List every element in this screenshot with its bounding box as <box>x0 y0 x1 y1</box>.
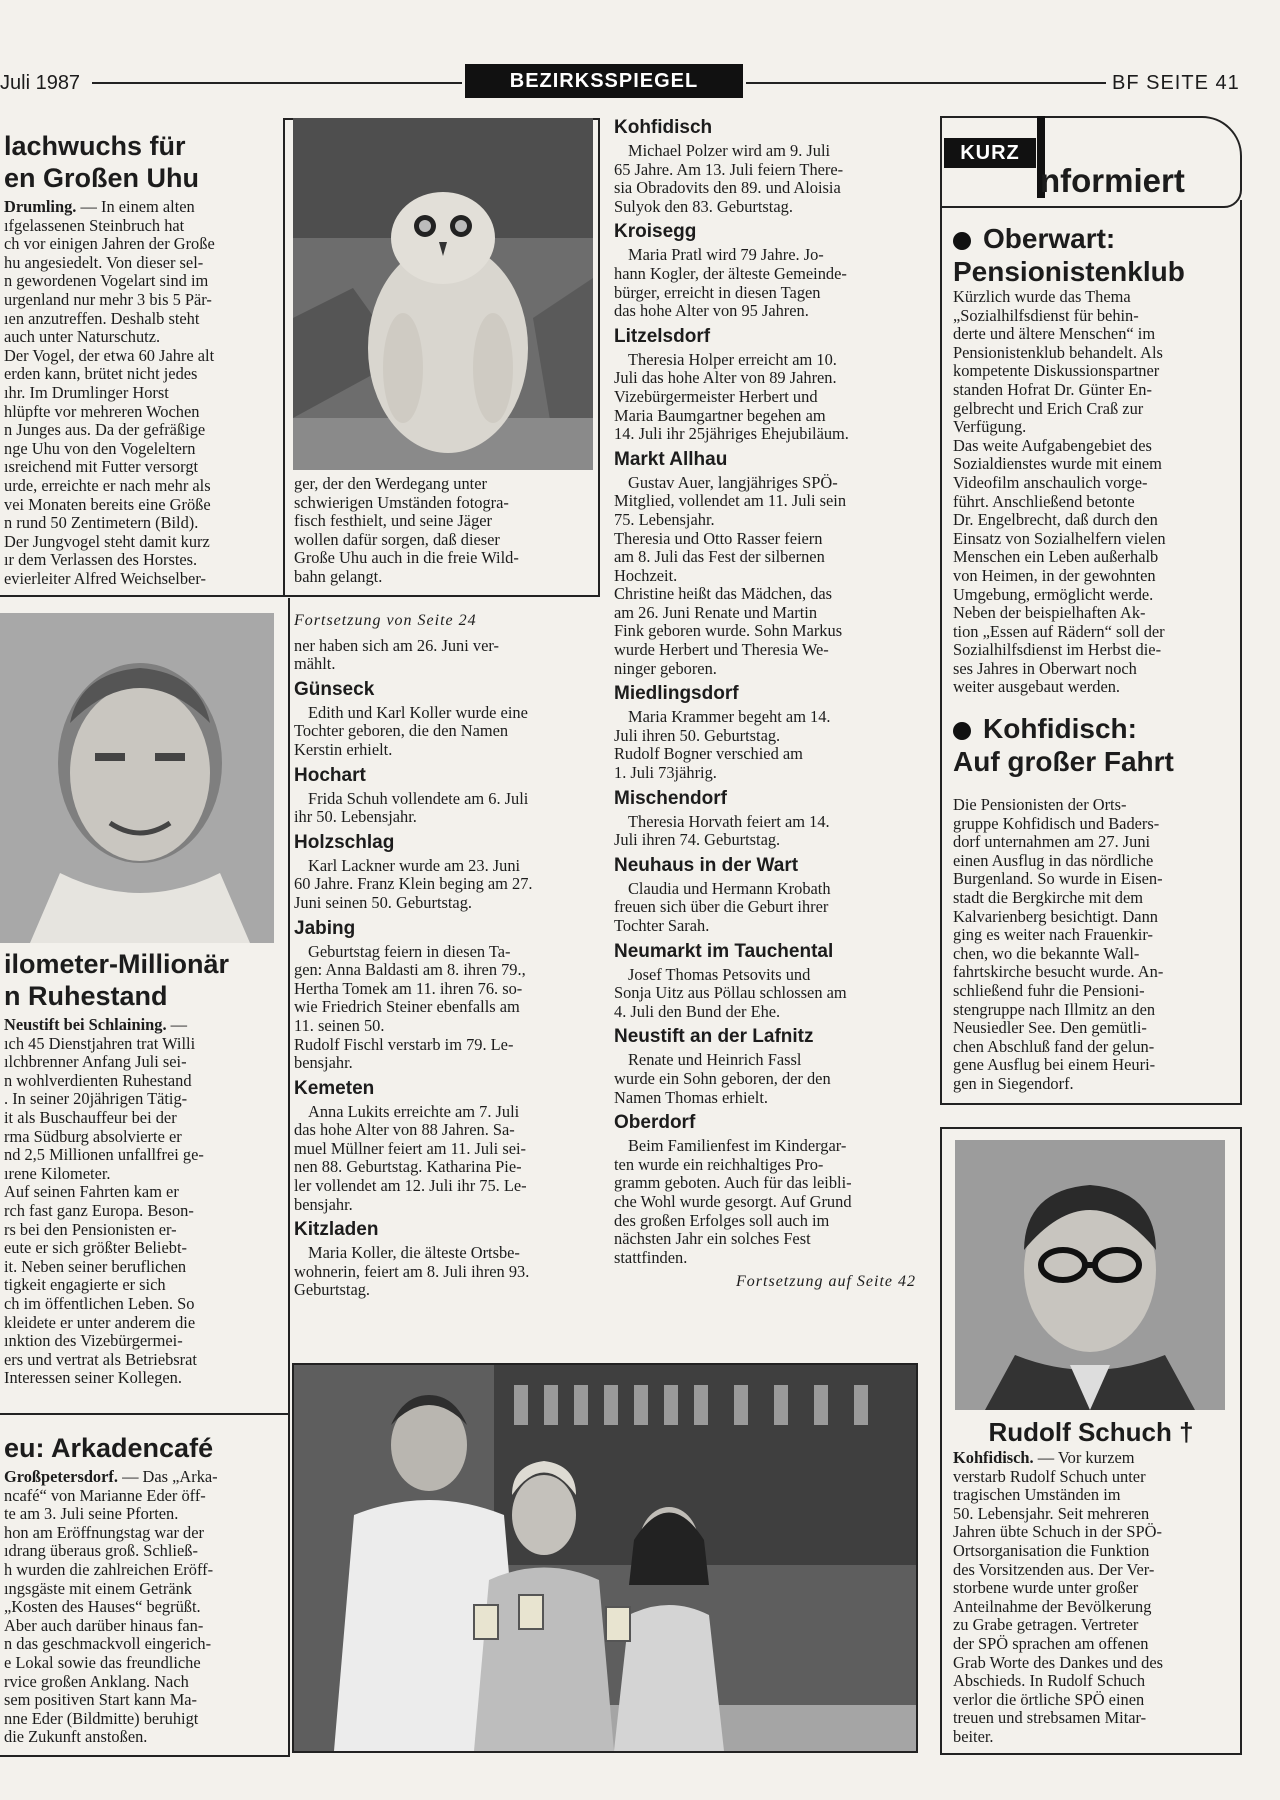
text-line: hon am Eröffnungstag war der <box>4 1522 204 1542</box>
schuch-headline: Rudolf Schuch † <box>988 1417 1194 1447</box>
text-line: ıdrang überaus groß. Schließ- <box>4 1541 198 1561</box>
text-line: Große Uhu auch in die freie Wild- <box>294 548 519 568</box>
uhu-headline-1: lachwuchs für <box>4 131 186 161</box>
chronik-top-column <box>614 112 916 1292</box>
issue-date: Juli 1987 <box>0 72 81 94</box>
text-line: 50. Lebensjahr. Seit mehreren <box>953 1503 1150 1523</box>
text-line: 65 Jahre. Am 13. Juli feiern There- <box>614 159 844 179</box>
text-line: wurde Herbert und Theresia We- <box>614 640 829 660</box>
place-heading: Günseck <box>294 678 375 700</box>
arkaden-headline: eu: Arkadencafé <box>4 1433 214 1463</box>
text-line: Einsatz von Sozialhelfern vielen <box>953 528 1166 548</box>
text-line: hlüpfte vor mehreren Wochen <box>4 401 200 421</box>
text-line: storbene wurde unter großer <box>953 1578 1139 1598</box>
text-line: der SPÖ sprachen am offenen <box>953 1633 1149 1653</box>
article-arkadencafe <box>4 1432 274 1747</box>
text-line: freuen sich über die Geburt ihrer <box>614 897 829 917</box>
rule-under-uhu <box>0 595 600 597</box>
text-line <box>4 1016 274 1035</box>
text-line: Juli das hohe Alter von 89 Jahren. <box>614 368 837 388</box>
text-line: hu angesiedelt. Von dieser sel- <box>4 252 204 272</box>
text-line: bensjahr. <box>294 1194 353 1214</box>
text-line: Vizebürgermeister Herbert und <box>614 386 818 406</box>
text-line: „Sozialhilfsdienst für behin- <box>953 305 1139 325</box>
fahrt-headline-2: Auf großer Fahrt <box>953 746 1174 777</box>
bullet-icon <box>953 722 971 740</box>
dateline: Großpetersdorf. <box>4 1467 118 1486</box>
section-title: BEZIRKSSPIEGEL <box>465 64 743 98</box>
text-line: Geburtstag feiern in diesen Ta- <box>308 941 511 961</box>
article-fahrt <box>953 712 1231 1094</box>
text-line: Tochter Sarah. <box>614 916 710 935</box>
text-line: 60 Jahre. Franz Klein beging am 27. <box>294 874 533 894</box>
text-line: auch unter Naturschutz. <box>4 327 161 347</box>
oberwart-headline-1: Oberwart: <box>953 222 1231 255</box>
place-heading: Jabing <box>294 917 356 939</box>
article-oberwart <box>953 222 1231 697</box>
header-rule-right <box>746 82 1106 84</box>
text-line: nge Uhu von den Vogeleltern <box>4 438 196 458</box>
text-line: Sozialhilfsdienst im Herbst die- <box>953 640 1162 660</box>
text-line: nd 2,5 Millionen unfallfrei ge- <box>4 1145 204 1165</box>
text-line: gramm geboten. Auch für das leibli- <box>614 1173 852 1193</box>
text-line <box>4 1468 274 1487</box>
text-line: Beim Familienfest im Kindergar- <box>628 1136 847 1156</box>
text-line: Juni seinen 50. Geburtstag. <box>294 892 472 912</box>
text-line: sia Obradovits den 89. und Aloisia <box>614 178 841 198</box>
text-line: . In seiner 20jährigen Tätig- <box>4 1089 188 1109</box>
text-line: wollen dafür sorgen, daß dieser <box>294 529 500 549</box>
text-line: Edith und Karl Koller wurde eine <box>308 702 528 722</box>
text-line: fisch festhielt, und seine Jäger <box>294 511 492 531</box>
text-line: zu Grabe getragen. Vertreter <box>953 1615 1139 1635</box>
text-line: weiter ausgebaut werden. <box>953 677 1121 697</box>
text-line: derte und ältere Menschen“ im <box>953 324 1156 344</box>
text-line: n Junges aus. Da der gefräßige <box>4 420 206 440</box>
text-line: Rudolf Fischl verstarb im 79. Le- <box>294 1034 514 1054</box>
kurz-tag: KURZ <box>944 138 1036 168</box>
schuch-illustration <box>955 1140 1225 1410</box>
text-line: Maria Koller, die älteste Ortsbe- <box>308 1243 520 1263</box>
millionaer-headline-2: n Ruhestand <box>4 981 168 1011</box>
uhu-frame-left <box>283 118 285 596</box>
text-line: urde, erreichte er nach mehr als <box>4 475 211 495</box>
fahrt-body <box>953 796 1231 1094</box>
text-line: Neben der beispielhaften Ak- <box>953 603 1146 623</box>
text-line: Rudolf Bogner verschied am <box>614 744 803 764</box>
text-line: ırene Kilometer. <box>4 1163 111 1183</box>
text-line: des großen Erfolges soll auch im <box>614 1210 830 1230</box>
text-line: standen Hofrat Dr. Günter En- <box>953 379 1152 399</box>
text-line: Jahren übte Schuch in der SPÖ- <box>953 1522 1162 1542</box>
text-line: n rund 50 Zentimetern (Bild). <box>4 513 199 533</box>
text-line: ır dem Verlassen des Horstes. <box>4 550 198 570</box>
text-line: ses Jahres in Oberwart noch <box>953 658 1137 678</box>
text-line: ıch 45 Dienstjahren trat Willi <box>4 1033 196 1053</box>
text-line: „Kosten des Hauses“ begrüßt. <box>4 1597 201 1617</box>
text-line: Videofilm anschaulich vorge- <box>953 472 1148 492</box>
owl-illustration <box>293 118 593 470</box>
text-line: n gewordenen Vogelart sind im <box>4 271 209 291</box>
text-line: Der Vogel, der etwa 60 Jahre alt <box>4 345 215 365</box>
text-line: Josef Thomas Petsovits und <box>628 964 811 984</box>
text-line: treuen und strebsamen Mitar- <box>953 1708 1147 1728</box>
text-line: Kerstin erhielt. <box>294 739 393 759</box>
text-line: chen, wo die bekannte Wall- <box>953 943 1140 963</box>
text-line: Pensionistenklub behandelt. Als <box>953 342 1163 362</box>
place-heading: Kemeten <box>294 1077 375 1099</box>
text-line: ıngsgäste mit einem Getränk <box>4 1578 192 1598</box>
text-line: ch vor einigen Jahren der Große <box>4 234 215 254</box>
text-line: gen: Anna Baldasti am 8. ihren 79., <box>294 960 526 980</box>
text-line: eute er sich größter Beliebt- <box>4 1238 187 1258</box>
portrait-illustration <box>0 613 274 943</box>
text-line: 14. Juli ihr 25jähriges Ehejubiläum. <box>614 424 849 444</box>
place-heading: Kohfidisch <box>614 117 713 138</box>
text-line: ıfgelassenen Steinbruch hat <box>4 215 185 235</box>
text-line: Juli ihren 74. Geburtstag. <box>614 830 781 850</box>
page-number: BF SEITE 41 <box>1112 72 1240 94</box>
text-line: Grab Worte des Dankes und des <box>953 1652 1164 1672</box>
text-line: des Vorsitzenden aus. Der Ver- <box>953 1559 1155 1579</box>
text-line: Christine heißt das Mädchen, das <box>614 584 833 604</box>
text-line: Karl Lackner wurde am 23. Juni <box>308 855 521 875</box>
text-line: bensjahr. <box>294 1053 353 1073</box>
text-line: Kalvarienberg besichtigt. Dann <box>953 906 1158 926</box>
text-line: ıen anzutreffen. Deshalb steht <box>4 308 200 328</box>
text-line: Burgenland. So wurde in Eisen- <box>953 869 1163 889</box>
text-line: bahn gelangt. <box>294 566 383 586</box>
text-line: Michael Polzer wird am 9. Juli <box>628 141 831 160</box>
text-line: hann Kogler, der älteste Gemeinde- <box>614 263 847 283</box>
text-line: stadt die Bergkirche mit dem <box>953 887 1143 907</box>
text-line: ısreichend mit Futter versorgt <box>4 457 199 477</box>
text-line: ınktion des Vizebürgermei- <box>4 1331 183 1351</box>
text-line-rest: — Vor kurzem <box>1033 1448 1135 1467</box>
place-heading: Markt Allhau <box>614 448 728 470</box>
text-line: am 8. Juli das Fest der silbernen <box>614 547 825 567</box>
text-line: kompetente Diskussionspartner <box>953 361 1160 381</box>
text-line: erden kann, brütet nicht jedes <box>4 364 198 384</box>
driver-photo <box>0 613 274 943</box>
text-line: gelbrecht und Erich Craß zur <box>953 398 1144 418</box>
text-line: 11. seinen 50. <box>294 1015 385 1035</box>
place-heading: Neumarkt im Tauchental <box>614 940 834 962</box>
chronik-left-column <box>294 612 596 1300</box>
text-line: che Wohl wurde gesorgt. Auf Grund <box>614 1191 852 1211</box>
rule-under-millionaer <box>0 1413 290 1415</box>
place-heading: Neuhaus in der Wart <box>614 854 799 876</box>
text-line: Menschen ein Leben außerhalb <box>953 547 1159 567</box>
schuch-photo <box>955 1140 1225 1410</box>
text-line: mählt. <box>294 654 336 674</box>
dateline: Drumling. <box>4 197 77 216</box>
text-line: verlor die örtliche SPÖ einen <box>953 1689 1145 1709</box>
fahrt-headline-1: Kohfidisch: <box>953 712 1231 745</box>
text-line <box>4 198 276 217</box>
text-line: Hertha Tomek am 11. ihren 76. so- <box>294 978 523 998</box>
text-line: nächsten Jahr ein solches Fest <box>614 1229 811 1249</box>
bullet-icon <box>953 232 971 250</box>
place-heading: Kroisegg <box>614 221 697 243</box>
text-line: Sonja Uitz aus Pöllau schlossen am <box>614 983 847 1003</box>
header-rule-left <box>92 82 462 84</box>
text-line: Anna Lukits erreichte am 7. Juli <box>308 1101 520 1121</box>
oberwart-body <box>953 288 1231 697</box>
text-line: 1. Juli 73jährig. <box>614 763 717 783</box>
text-line: gene Ausflug bei einem Heuri- <box>953 1055 1156 1075</box>
text-line: Fink geboren wurde. Sohn Markus <box>614 621 843 641</box>
text-line: nne Eder (Bildmitte) beruhigt <box>4 1708 199 1728</box>
text-line: kleidete er unter anderem die <box>4 1312 196 1332</box>
text-line: stattfinden. <box>614 1247 688 1267</box>
text-line: die Zukunft anstoßen. <box>4 1727 148 1747</box>
rule-arkaden-right <box>288 1415 290 1755</box>
article-millionaer <box>4 948 274 1388</box>
text-line: n das geschmackvoll eingerich- <box>4 1634 212 1654</box>
text-line: Hochzeit. <box>614 565 678 585</box>
text-line: it. Neben seiner beruflichen <box>4 1256 187 1276</box>
text-line: fahrtskirche besucht wurde. An- <box>953 962 1164 982</box>
dateline: Neustift bei Schlaining. <box>4 1015 167 1034</box>
text-line: Gustav Auer, langjähriges SPÖ- <box>628 472 838 492</box>
schuch-body <box>953 1449 1229 1747</box>
text-line: rvice großen Anklang. Nach <box>4 1671 189 1691</box>
text-line: Umgebung, ermöglicht werde. <box>953 584 1154 604</box>
text-line: ers und vertrat als Betriebsrat <box>4 1349 197 1369</box>
text-line: 75. Lebensjahr. <box>614 509 715 529</box>
text-line: rs bei den Pensionisten er- <box>4 1219 177 1239</box>
text-line: Neusiedler See. Den gemütli- <box>953 1018 1147 1038</box>
text-line-rest: — Das „Arka- <box>117 1467 218 1486</box>
text-line: einen Ausflug in das nördliche <box>953 850 1154 870</box>
text-line: muel Müllner feiert am 11. Juli sei- <box>294 1138 526 1158</box>
text-line: tigkeit engagierte er sich <box>4 1275 166 1295</box>
dateline: Kohfidisch. <box>953 1448 1034 1467</box>
place-heading: Hochart <box>294 764 366 786</box>
text-line: wurde ein Sohn geboren, der den <box>614 1068 831 1088</box>
oberwart-headline-2: Pensionistenklub <box>953 256 1185 287</box>
text-line: ncafé“ von Marianne Eder öff- <box>4 1485 206 1505</box>
text-line: Frida Schuh vollendete am 6. Juli <box>308 788 529 808</box>
text-line: am 26. Juni Renate und Martin <box>614 602 818 622</box>
text-line: wie Friedrich Steiner ebenfalls am <box>294 997 520 1017</box>
millionaer-body <box>4 1016 274 1388</box>
uhu-body <box>4 198 276 588</box>
text-line: Maria Pratl wird 79 Jahre. Jo- <box>628 245 824 265</box>
text-line: ninger geboren. <box>614 658 717 678</box>
text-line: Theresia und Otto Rasser feiern <box>614 528 823 548</box>
text-line: wohnerin, feiert am 8. Juli ihren 93. <box>294 1261 530 1281</box>
text-line: Der Jungvogel steht damit kurz <box>4 531 210 551</box>
text-line: schwierigen Umständen fotogra- <box>294 492 509 512</box>
text-line: ch im öffentlichen Leben. So <box>4 1293 195 1313</box>
text-line: führt. Anschließend betonte <box>953 491 1135 511</box>
text-line: ging es weiter nach Frauenkir- <box>953 925 1153 945</box>
arkaden-body <box>4 1468 274 1747</box>
text-line: Auf seinen Fahrten kam er <box>4 1182 179 1202</box>
text-line: n wohlverdienten Ruhestand <box>4 1070 192 1090</box>
fortsetzung-von: Fortsetzung von Seite 24 <box>294 612 477 629</box>
place-heading: Mischendorf <box>614 787 727 809</box>
text-line: Verfügung. <box>953 417 1027 437</box>
text-line-rest: — In einem alten <box>76 197 195 216</box>
place-heading: Kitzladen <box>294 1219 379 1241</box>
text-line: chen Abschluß fand der gelun- <box>953 1036 1155 1056</box>
place-heading: Miedlingsdorf <box>614 683 739 705</box>
text-line: Theresia Horvath feiert am 14. <box>628 811 830 831</box>
text-line: Aber auch darüber hinaus fan- <box>4 1615 204 1635</box>
cafe-photo-frame <box>292 1363 918 1753</box>
place-heading: Neustift an der Lafnitz <box>614 1026 814 1048</box>
owl-photo <box>293 118 593 470</box>
rule-millionaer-right <box>288 598 290 1415</box>
text-line: Juli ihren 50. Geburtstag. <box>614 725 781 745</box>
text-line: ihr 50. Lebensjahr. <box>294 807 417 827</box>
text-line: ten wurde ein reichhaltiges Pro- <box>614 1154 824 1174</box>
text-line: das hohe Alter von 88 Jahren. Sa- <box>294 1120 515 1140</box>
text-line: rch fast ganz Europa. Beson- <box>4 1200 194 1220</box>
text-line: tragischen Umständen im <box>953 1485 1121 1505</box>
rule-under-arkaden <box>0 1755 290 1757</box>
text-line: Sulyok den 83. Geburtstag. <box>614 196 793 216</box>
text-line: urgenland nur mehr 3 bis 5 Pär- <box>4 289 212 309</box>
text-line: ner haben sich am 26. Juni ver- <box>294 635 499 655</box>
text-line: tion „Essen auf Rädern“ soll der <box>953 621 1165 641</box>
text-line: gruppe Kohfidisch und Baders- <box>953 813 1160 833</box>
text-line: sem positiven Start kann Ma- <box>4 1690 198 1710</box>
text-line: vei Monaten bereits eine Größe <box>4 494 211 514</box>
kurz-word: nformiert <box>1040 162 1185 199</box>
text-line: Interessen seiner Kollegen. <box>4 1368 182 1388</box>
text-line: beiter. <box>953 1726 994 1746</box>
uhu-headline-2: en Großen Uhu <box>4 163 199 193</box>
text-line: Sozialdienstes wurde mit einem <box>953 454 1162 474</box>
text-line: von Heimen, in der gewohnten <box>953 565 1156 585</box>
uhu-frame-right <box>598 118 600 596</box>
place-heading: Oberdorf <box>614 1112 696 1134</box>
text-line: Die Pensionisten der Orts- <box>953 795 1127 814</box>
text-line: Kürzlich wurde das Thema <box>953 287 1131 306</box>
text-line: Das weite Aufgabengebiet des <box>953 435 1152 455</box>
text-line: Ortsorganisation die Funktion <box>953 1540 1150 1560</box>
text-line: it als Buschauffeur bei der <box>4 1107 177 1127</box>
text-line: ılchbrenner Anfang Juli sei- <box>4 1052 187 1072</box>
text-line: rma Südburg absolvierte er <box>4 1126 182 1146</box>
cafe-illustration <box>294 1365 916 1751</box>
text-line <box>953 1449 1229 1468</box>
text-line: Claudia und Hermann Krobath <box>628 878 831 898</box>
place-heading: Litzelsdorf <box>614 325 711 347</box>
article-uhu <box>4 130 276 588</box>
text-line: Anteilnahme der Bevölkerung <box>953 1596 1152 1616</box>
text-line: Mitglied, vollendet am 11. Juli sein <box>614 491 847 511</box>
text-line: ger, der den Werdegang unter <box>294 474 487 493</box>
text-line: das hohe Alter von 95 Jahren. <box>614 301 809 321</box>
text-line: 4. Juli den Bund der Ehe. <box>614 1001 781 1021</box>
text-line: Maria Baumgartner begehen am <box>614 405 826 425</box>
owl-caption <box>294 475 590 587</box>
text-line: bürger, erreicht in diesen Tagen <box>614 282 821 302</box>
text-line: te am 3. Juli seine Pforten. <box>4 1504 179 1524</box>
text-line: Tochter geboren, die den Namen <box>294 721 509 741</box>
text-line: e Lokal sowie das freundliche <box>4 1652 201 1672</box>
text-line: stengruppe nach Illmitz an den <box>953 999 1156 1019</box>
text-line: Dr. Engelbrecht, daß durch den <box>953 510 1158 530</box>
text-line: Geburtstag. <box>294 1280 371 1300</box>
text-line: Renate und Heinrich Fassl <box>628 1050 802 1070</box>
text-line: h wurden die zahlreichen Eröff- <box>4 1559 214 1579</box>
place-heading: Holzschlag <box>294 831 395 853</box>
text-line-rest: — <box>166 1015 188 1034</box>
text-line: verstarb Rudolf Schuch unter <box>953 1466 1146 1486</box>
text-line: Namen Thomas erhielt. <box>614 1087 768 1107</box>
text-line: Theresia Holper erreicht am 10. <box>628 349 837 369</box>
article-schuch <box>953 1416 1229 1747</box>
text-line: Maria Krammer begeht am 14. <box>628 707 831 727</box>
text-line: Abschieds. In Rudolf Schuch <box>953 1671 1146 1691</box>
text-line: nen 88. Geburtstag. Katharina Pie- <box>294 1157 522 1177</box>
millionaer-headline-1: ilometer-Millionär <box>4 949 230 979</box>
text-line: ler vollendet am 12. Juli ihr 75. Le- <box>294 1176 527 1196</box>
text-line: ıhr. Im Drumlinger Horst <box>4 382 169 402</box>
text-line: dorf unternahmen am 27. Juni <box>953 832 1151 852</box>
text-line: evierleiter Alfred Weichselber- <box>4 568 206 588</box>
text-line: schließend fuhr die Pensioni- <box>953 980 1145 1000</box>
fortsetzung-auf: Fortsetzung auf Seite 42 <box>736 1273 916 1291</box>
text-line: gen in Siegendorf. <box>953 1073 1074 1093</box>
